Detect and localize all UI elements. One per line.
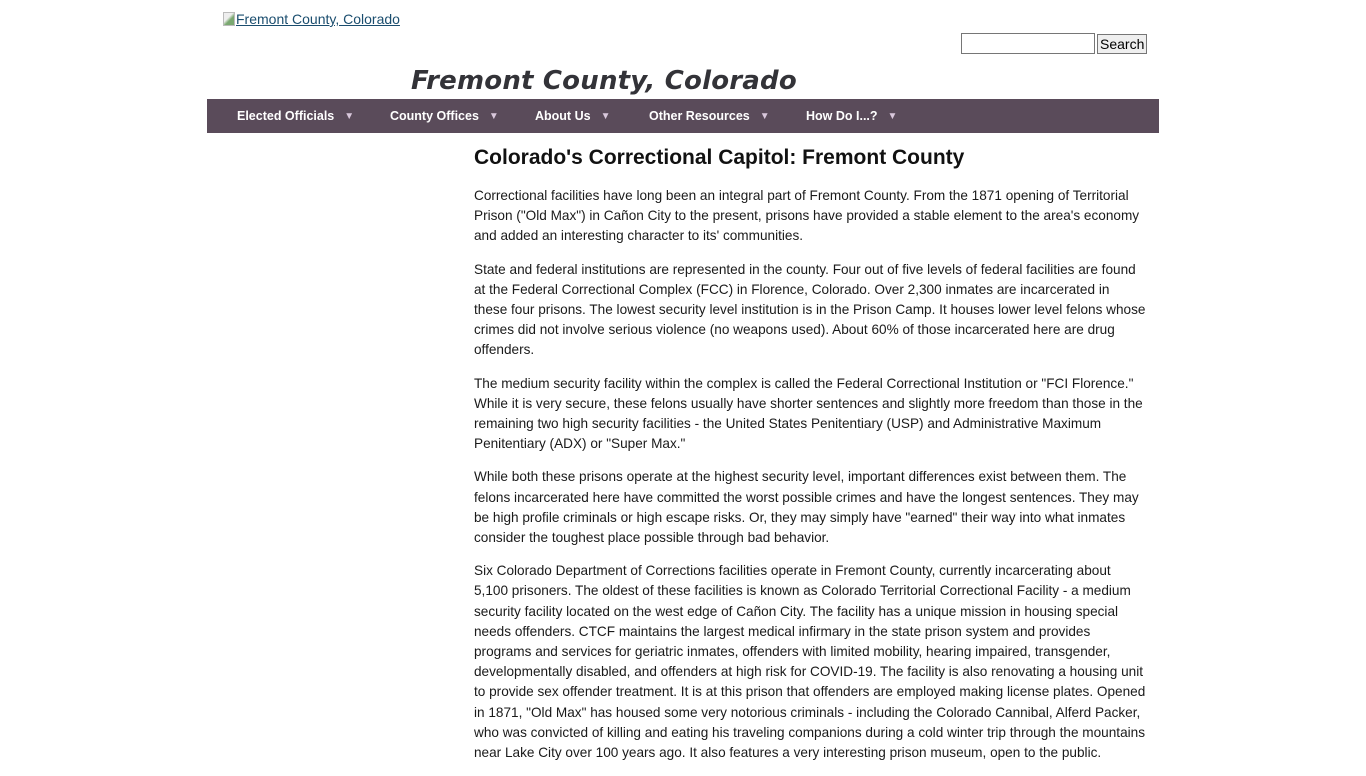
dropdown-arrow-icon: ▼ bbox=[887, 110, 898, 122]
dropdown-arrow-icon: ▼ bbox=[759, 110, 770, 122]
nav-label: County Offices bbox=[390, 109, 479, 123]
logo-alt-text: Fremont County, Colorado bbox=[236, 11, 400, 27]
nav-label: Elected Officials bbox=[237, 109, 335, 123]
article-paragraph: The medium security facility within the complex is called the Federal Correctional Institution or "FCI Florence." While it is very secure, these felons usually have shorter sentences and slightly more freedom than those in the remaining two high security facilities - the United States Penitentiary (USP) and Administrative Maximum Penitentiary (ADX) or "Super Max." bbox=[474, 375, 1143, 452]
nav-county-offices[interactable] bbox=[390, 109, 499, 123]
dropdown-arrow-icon: ▼ bbox=[344, 110, 355, 122]
nav-other-resources[interactable] bbox=[649, 109, 770, 123]
search-input[interactable] bbox=[961, 33, 1095, 54]
nav-label: About Us bbox=[535, 109, 591, 123]
article-title: Colorado's Correctional Capitol: Fremont County bbox=[474, 146, 965, 169]
dropdown-arrow-icon: ▼ bbox=[600, 110, 611, 122]
site-title: Fremont County, Colorado bbox=[411, 66, 797, 96]
nav-elected-officials[interactable] bbox=[237, 109, 354, 123]
nav-label: How Do I...? bbox=[806, 109, 878, 123]
search-button[interactable]: Search bbox=[1097, 34, 1147, 54]
nav-how-do-i[interactable] bbox=[806, 109, 897, 123]
nav-label: Other Resources bbox=[649, 109, 750, 123]
logo-link[interactable] bbox=[223, 11, 400, 27]
nav-about-us[interactable] bbox=[535, 109, 610, 123]
article-paragraph: State and federal institutions are represented in the county. Four out of five levels of federal facilities are found at the Federal Correctional Complex (FCC) in Florence, Colorado. Over 2,300 inmates are incarcerated in these four prisons. The lowest security level institution is in the Prison Camp. It houses lower level felons whose crimes did not involve serious violence (no weapons used). About 60% of those incarcerated here are drug offenders. bbox=[474, 261, 1146, 358]
article bbox=[474, 144, 1146, 776]
main-nav bbox=[207, 99, 1159, 133]
dropdown-arrow-icon: ▼ bbox=[488, 110, 499, 122]
search-form bbox=[961, 33, 1147, 54]
article-paragraph: While both these prisons operate at the highest security level, important differences exist between them. The felons incarcerated here have committed the worst possible crimes and have the longest sentences. They may be high profile criminals or high escape risks. Or, they may simply have "earned" their way into what inmates consider the toughest place possible through bad behavior. bbox=[474, 469, 1139, 546]
article-paragraph: Six Colorado Department of Corrections facilities operate in Fremont County, currently incarcerating about 5,100 prisoners. The oldest of these facilities is known as Colorado Territorial Correctional Facility - a medium security facility located on the west edge of Cañon City. The facility has a unique mission in housing special needs offenders. CTCF maintains the largest medical infirmary in the state prison system and provides programs and services for geriatric inmates, offenders with limited mobility, hearing impaired, transgender, developmentally disabled, and offenders at high risk for COVID-19. The facility is also renovating a housing unit to provide sex offender treatment. It is at this prison that offenders are employed making license plates. Opened in 1871, "Old Max" has housed some very notorious criminals - including the Colorado Cannibal, Alferd Packer, who was convicted of killing and eating his traveling companions during a cold winter trip through the mountains near Lake City over 100 years ago. It also features a very interesting prison museum, open to the public. bbox=[474, 563, 1146, 761]
broken-image-icon bbox=[223, 12, 235, 26]
article-paragraph: Correctional facilities have long been an integral part of Fremont County. From the 1871 opening of Territorial Prison ("Old Max") in Cañon City to the present, prisons have provided a stable element to the area's economy and added an interesting character to its' communities. bbox=[474, 188, 1140, 244]
